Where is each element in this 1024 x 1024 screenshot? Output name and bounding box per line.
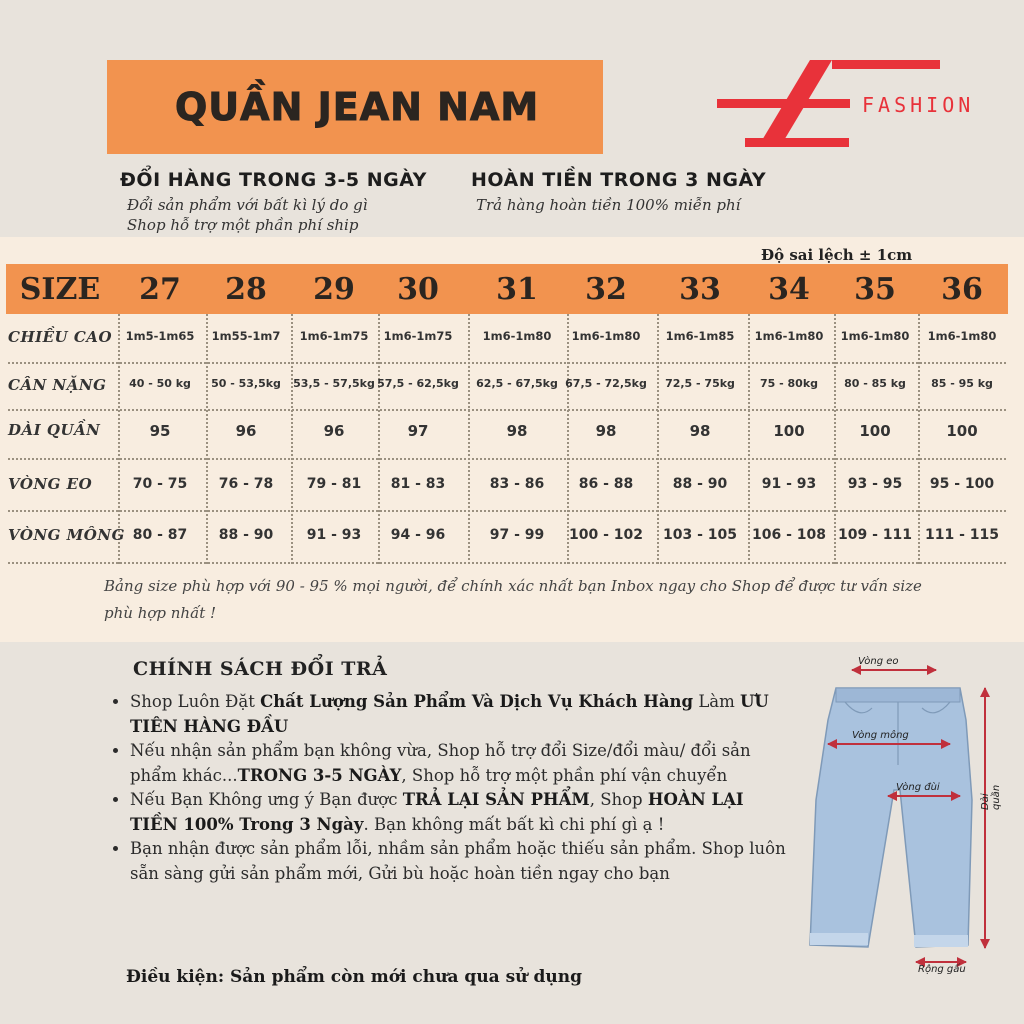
return-condition: Điều kiện: Sản phẩm còn mới chưa qua sử dụng	[126, 967, 582, 987]
table-cell: 1m6-1m80	[840, 329, 910, 343]
table-cell: 53,5 - 57,5kg	[293, 377, 375, 390]
row-label: DÀI QUẦN	[8, 421, 101, 439]
size-note: Bảng size phù hợp với 90 - 95 % mọi người, để chính xác nhất bạn Inbox ngay cho Shop để được tư vấn size phù hợp nhất !	[104, 577, 922, 622]
table-cell: 100	[946, 422, 978, 440]
table-cell: 1m6-1m80	[927, 329, 997, 343]
length-label: Dài quần	[980, 784, 1002, 810]
table-cell: 72,5 - 75kg	[665, 377, 735, 390]
table-cell: 50 - 53,5kg	[211, 377, 281, 390]
policy-highlight: HOÀN LẠI TIỀN 100% Trong 3 Ngày	[130, 790, 744, 834]
table-cell: 100 - 102	[568, 527, 643, 543]
policy-highlight: Chất Lượng Sản Phẩm Và Dịch Vụ Khách Hàng	[260, 692, 694, 711]
table-cell: 106 - 108	[751, 527, 826, 543]
table-cell: 81 - 83	[390, 476, 446, 492]
row-label: VÒNG EO	[8, 475, 93, 493]
logo-bar-top	[832, 60, 940, 69]
exchange-policy-line: Shop hỗ trợ một phần phí ship	[127, 216, 359, 234]
brand-name: FASHION	[862, 93, 975, 117]
table-cell: 88 - 90	[672, 476, 728, 492]
table-cell: 83 - 86	[489, 476, 545, 492]
row-divider	[8, 510, 1006, 512]
table-cell: 75 - 80kg	[759, 377, 819, 390]
hip-label: Vòng mông	[852, 730, 909, 741]
table-cell: 91 - 93	[306, 527, 362, 543]
table-cell: 80 - 85 kg	[844, 377, 906, 390]
return-policy-title: CHÍNH SÁCH ĐỔI TRẢ	[133, 658, 388, 680]
table-cell: 97 - 99	[489, 527, 545, 543]
size-header-cell: 29	[313, 272, 355, 307]
size-header-cell: 28	[225, 272, 267, 307]
table-cell: 40 - 50 kg	[129, 377, 191, 390]
row-divider	[8, 409, 1006, 411]
size-header-cell: 32	[585, 272, 627, 307]
policy-item	[130, 788, 790, 837]
table-cell: 1m6-1m80	[754, 329, 824, 343]
policy-text: Shop Luôn Đặt	[130, 692, 261, 711]
table-cell: 1m6-1m80	[571, 329, 641, 343]
table-cell: 91 - 93	[761, 476, 817, 492]
table-cell: 98	[595, 422, 617, 440]
policy-text: Làm	[693, 692, 741, 711]
table-cell: 1m6-1m75	[383, 329, 453, 343]
table-cell: 1m6-1m75	[299, 329, 369, 343]
row-divider	[8, 458, 1006, 460]
page-title: QUẦN JEAN NAM	[175, 85, 540, 129]
table-cell: 1m6-1m80	[482, 329, 552, 343]
policy-text: , Shop hỗ trợ một phần phí vận chuyển	[401, 765, 728, 785]
size-header-cell: 31	[496, 272, 538, 307]
table-cell: 96	[323, 422, 345, 440]
table-cell: 86 - 88	[578, 476, 634, 492]
jeans-illustration	[800, 650, 1015, 980]
policy-text: Nếu Bạn Không ưng ý Bạn được	[130, 790, 403, 809]
table-cell: 62,5 - 67,5kg	[476, 377, 558, 390]
table-cell: 97	[407, 422, 429, 440]
policy-text: , Shop	[589, 790, 648, 809]
refund-policy	[471, 169, 766, 215]
size-header-cell: 27	[139, 272, 181, 307]
table-cell: 85 - 95 kg	[931, 377, 993, 390]
table-cell: 76 - 78	[218, 476, 274, 492]
policy-text: Nếu nhận sản phẩm bạn không vừa, Shop hỗ trợ đổi Size/đổi màu/ đổi sản phẩm khác...	[130, 741, 751, 785]
table-cell: 98	[689, 422, 711, 440]
hem-label: Rộng gấu	[918, 964, 966, 975]
row-label: CHIỀU CAO	[8, 328, 113, 346]
table-cell: 93 - 95	[847, 476, 903, 492]
size-header-label: SIZE	[19, 272, 101, 307]
refund-policy-title: HOÀN TIỀN TRONG 3 NGÀY	[471, 169, 767, 191]
policy-text: . Bạn không mất bất kì chi phí gì ạ !	[363, 814, 665, 834]
refund-policy-line: Trả hàng hoàn tiền 100% miễn phí	[476, 196, 741, 214]
tolerance-note: Độ sai lệch ± 1cm	[761, 246, 913, 264]
table-cell: 95 - 100	[929, 476, 995, 492]
table-cell: 57,5 - 62,5kg	[377, 377, 459, 390]
waist-label: Vòng eo	[858, 656, 899, 667]
table-cell: 80 - 87	[132, 527, 188, 543]
table-cell: 88 - 90	[218, 527, 274, 543]
table-cell: 111 - 115	[924, 527, 999, 543]
size-header-cell: 30	[397, 272, 439, 307]
table-cell: 79 - 81	[306, 476, 362, 492]
policy-text: Bạn nhận được sản phẩm lỗi, nhầm sản phẩm hoặc thiếu sản phẩm. Shop luôn sẵn sàng gửi sản phẩm mới, Gửi bù hoặc hoàn tiền ngay cho bạn	[130, 839, 786, 883]
table-cell: 94 - 96	[390, 527, 446, 543]
size-header-cell: 34	[768, 272, 810, 307]
table-cell: 100	[773, 422, 805, 440]
table-cell: 95	[149, 422, 171, 440]
row-divider	[8, 562, 1006, 564]
row-label: VÒNG MÔNG	[8, 526, 125, 544]
table-cell: 67,5 - 72,5kg	[565, 377, 647, 390]
jeans-diagram	[800, 650, 1015, 980]
policy-item	[130, 739, 790, 788]
thigh-label: Vòng đùi	[896, 782, 940, 793]
title-banner	[107, 60, 603, 154]
table-cell: 109 - 111	[837, 527, 912, 543]
row-label: CÂN NẶNG	[8, 376, 107, 394]
exchange-policy	[120, 169, 427, 235]
policy-highlight: ƯU TIÊN HÀNG ĐẦU	[130, 692, 769, 736]
policy-item	[130, 837, 790, 886]
table-cell: 98	[506, 422, 528, 440]
policy-highlight: TRẢ LẠI SẢN PHẨM	[402, 790, 590, 809]
logo-slash-icon	[740, 60, 835, 150]
table-cell: 1m55-1m7	[211, 329, 281, 343]
table-cell: 70 - 75	[132, 476, 188, 492]
size-header-cell: 33	[679, 272, 721, 307]
exchange-policy-title: ĐỔI HÀNG TRONG 3-5 NGÀY	[120, 169, 427, 191]
table-cell: 1m6-1m85	[665, 329, 735, 343]
policy-highlight: TRONG 3-5 NGÀY	[237, 765, 402, 785]
table-cell: 96	[235, 422, 257, 440]
table-cell: 103 - 105	[662, 527, 737, 543]
policy-item	[130, 690, 790, 739]
table-cell: 100	[859, 422, 891, 440]
row-divider	[8, 362, 1006, 364]
size-header-cell: 35	[854, 272, 896, 307]
return-policy-list	[108, 690, 790, 886]
size-header-cell: 36	[941, 272, 983, 307]
exchange-policy-line: Đổi sản phẩm với bất kì lý do gì	[127, 196, 368, 214]
table-cell: 1m5-1m65	[125, 329, 195, 343]
